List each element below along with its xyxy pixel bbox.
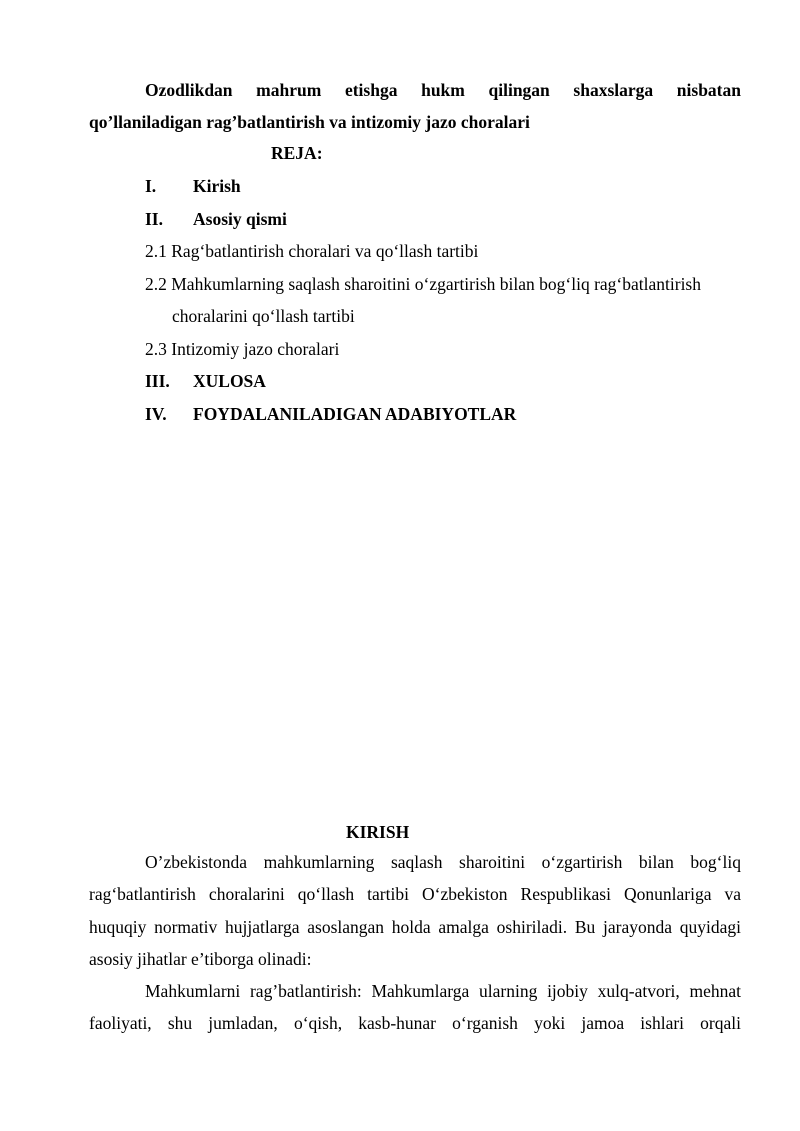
toc-item-main	[145, 203, 745, 236]
toc-subitem-2-2-continued: choralarini qo‘llash tartibi	[172, 306, 355, 326]
intro-paragraph-1: O’zbekistonda mahkumlarning saqlash sharoitini o‘zgartirish bilan bog‘liq rag‘batlantirish choralarini qo‘llash tartibi O‘zbekiston Respublikasi Qonunlariga va huquqiy normativ hujjatlarga asoslangan holda amalga oshiriladi. Bu jarayonda quyidagi asosiy jihatlar e’tiborga olinadi:	[89, 852, 741, 969]
toc-item-conclusion	[145, 365, 745, 398]
intro-body	[89, 846, 741, 1040]
toc-number: III.	[145, 371, 170, 391]
toc-label: Kirish	[193, 176, 241, 196]
toc-number: IV.	[145, 403, 167, 424]
title-line-1: Ozodlikdan mahrum etishga hukm qilingan shaxslarga nisbatan	[145, 80, 741, 100]
toc-subitem-2-1: 2.1 Rag‘batlantirish choralari va qo‘llash tartibi	[145, 241, 479, 261]
toc-number: II.	[145, 208, 163, 229]
toc-item-references	[145, 398, 745, 431]
toc-subitem-2-3: 2.3 Intizomiy jazo choralari	[145, 338, 340, 359]
toc-label: FOYDALANILADIGAN ADABIYOTLAR	[193, 403, 517, 424]
table-of-contents	[145, 170, 745, 430]
document-title	[89, 74, 741, 138]
intro-heading: KIRISH	[346, 822, 410, 842]
toc-subitem-2-2: 2.2 Mahkumlarning saqlash sharoitini o‘zgartirish bilan bog‘liq rag‘batlantirish	[145, 273, 701, 294]
intro-paragraph-2: Mahkumlarni rag’batlantirish: Mahkumlarga ularning ijobiy xulq-atvori, mehnat faoliyati, shu jumladan, o‘qish, kasb-hunar o‘rganish yoki jamoa ishlari orqali	[89, 981, 741, 1034]
plan-heading: REJA:	[271, 143, 323, 163]
toc-label: Asosiy qismi	[193, 208, 287, 229]
toc-number: I.	[145, 176, 157, 196]
title-line-2: qo’llaniladigan rag’batlantirish va intizomiy jazo choralari	[89, 112, 530, 132]
toc-label: XULOSA	[193, 371, 266, 391]
toc-item-intro	[145, 170, 745, 203]
